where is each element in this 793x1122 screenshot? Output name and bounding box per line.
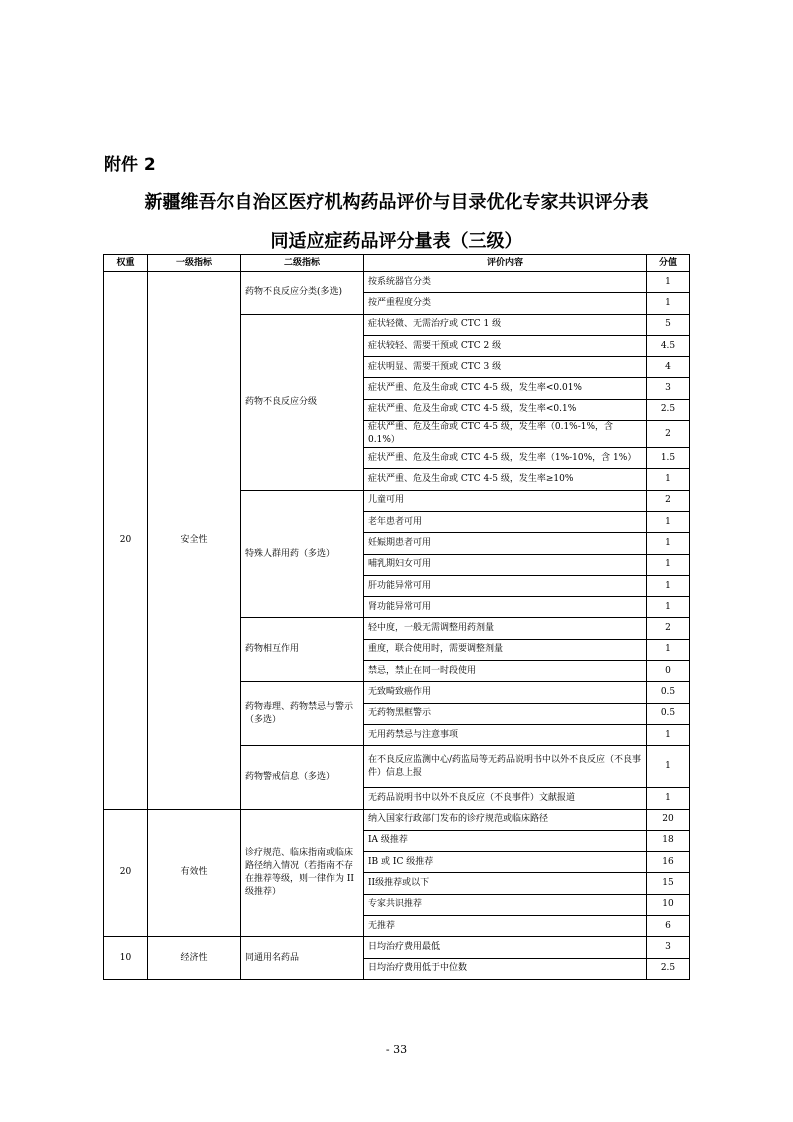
score-cell: 1 xyxy=(647,272,690,293)
level2-cell: 特殊人群用药（多选） xyxy=(241,490,364,618)
score-cell: 3 xyxy=(647,378,690,399)
content-cell: 无推荐 xyxy=(364,916,647,937)
score-cell: 5 xyxy=(647,314,690,335)
level2-cell: 同通用名药品 xyxy=(241,937,364,980)
weight-cell: 20 xyxy=(104,272,148,810)
score-cell: 1 xyxy=(647,293,690,314)
document-title: 新疆维吾尔自治区医疗机构药品评价与目录优化专家共识评分表 xyxy=(144,192,649,213)
content-cell: 无致畸致癌作用 xyxy=(364,682,647,703)
content-cell: 哺乳期妇女可用 xyxy=(364,554,647,575)
weight-cell: 10 xyxy=(104,937,148,980)
content-cell: IB 或 IC 级推荐 xyxy=(364,852,647,873)
score-cell: 18 xyxy=(647,830,690,851)
content-cell: IA 级推荐 xyxy=(364,830,647,851)
score-cell: 6 xyxy=(647,916,690,937)
document-subtitle: 同适应症药品评分量表（三级） xyxy=(270,231,523,252)
table-body xyxy=(104,272,690,980)
level1-cell: 经济性 xyxy=(148,937,241,980)
content-cell: II级推荐或以下 xyxy=(364,873,647,894)
header-weight: 权重 xyxy=(104,255,148,272)
score-cell: 0.5 xyxy=(647,682,690,703)
content-cell: 老年患者可用 xyxy=(364,511,647,532)
content-cell: 无药品说明书中以外不良反应（不良事件）文献报道 xyxy=(364,788,647,809)
score-cell: 2 xyxy=(647,618,690,639)
score-cell: 10 xyxy=(647,894,690,915)
score-cell: 1 xyxy=(647,533,690,554)
score-cell: 2.5 xyxy=(647,399,690,420)
score-cell: 1.5 xyxy=(647,448,690,469)
content-cell: 纳入国家行政部门发布的诊疗规范或临床路径 xyxy=(364,809,647,830)
level2-cell: 诊疗规范、临床指南或临床路径纳入情况（若指南不存在推荐等级，则一律作为 II 级推荐） xyxy=(241,809,364,937)
content-cell: 按系统器官分类 xyxy=(364,272,647,293)
header-level2: 二级指标 xyxy=(241,255,364,272)
header-score: 分值 xyxy=(647,255,690,272)
content-cell: 肾功能异常可用 xyxy=(364,597,647,618)
score-cell: 2 xyxy=(647,490,690,511)
score-cell: 3 xyxy=(647,937,690,958)
level1-cell: 安全性 xyxy=(148,272,241,810)
table-row xyxy=(104,809,690,830)
score-table xyxy=(103,254,690,980)
attachment-label: 附件 2 xyxy=(104,155,156,175)
score-cell: 15 xyxy=(647,873,690,894)
score-cell: 1 xyxy=(647,575,690,596)
content-cell: 妊娠期患者可用 xyxy=(364,533,647,554)
table-header-row xyxy=(104,255,690,272)
content-cell: 症状严重、危及生命或 CTC 4-5 级，发生率（1%-10%，含 1%） xyxy=(364,448,647,469)
content-cell: 症状明显、需要干预或 CTC 3 级 xyxy=(364,357,647,378)
level2-cell: 药物警戒信息（多选） xyxy=(241,746,364,809)
content-cell: 禁忌，禁止在同一时段使用 xyxy=(364,661,647,682)
score-cell: 4.5 xyxy=(647,335,690,356)
score-cell: 1 xyxy=(647,724,690,745)
score-cell: 20 xyxy=(647,809,690,830)
content-cell: 日均治疗费用最低 xyxy=(364,937,647,958)
content-cell: 症状严重、危及生命或 CTC 4-5 级，发生率<0.1% xyxy=(364,399,647,420)
score-cell: 1 xyxy=(647,554,690,575)
content-cell: 日均治疗费用低于中位数 xyxy=(364,958,647,979)
content-cell: 无药物黑框警示 xyxy=(364,703,647,724)
table-row xyxy=(104,272,690,293)
score-cell: 1 xyxy=(647,639,690,660)
content-cell: 肝功能异常可用 xyxy=(364,575,647,596)
content-cell: 症状轻微、无需治疗或 CTC 1 级 xyxy=(364,314,647,335)
level2-cell: 药物毒理、药物禁忌与警示（多选） xyxy=(241,682,364,746)
page-number: - 33 xyxy=(385,1043,408,1056)
content-cell: 无用药禁忌与注意事项 xyxy=(364,724,647,745)
content-cell: 症状严重、危及生命或 CTC 4-5 级，发生率≥10% xyxy=(364,469,647,490)
score-cell: 1 xyxy=(647,511,690,532)
content-cell: 专家共识推荐 xyxy=(364,894,647,915)
score-cell: 2.5 xyxy=(647,958,690,979)
content-cell: 重度，联合使用时，需要调整剂量 xyxy=(364,639,647,660)
score-cell: 0.5 xyxy=(647,703,690,724)
header-level1: 一级指标 xyxy=(148,255,241,272)
content-cell: 儿童可用 xyxy=(364,490,647,511)
level2-cell: 药物不良反应分类(多选) xyxy=(241,272,364,315)
content-cell: 在不良反应监测中心/药监局等无药品说明书中以外不良反应（不良事件）信息上报 xyxy=(364,746,647,788)
content-cell: 症状严重、危及生命或 CTC 4-5 级，发生率（0.1%-1%，含 0.1%） xyxy=(364,421,647,448)
weight-cell: 20 xyxy=(104,809,148,937)
content-cell: 轻中度，一般无需调整用药剂量 xyxy=(364,618,647,639)
level1-cell: 有效性 xyxy=(148,809,241,937)
score-cell: 1 xyxy=(647,746,690,788)
score-cell: 2 xyxy=(647,421,690,448)
header-content: 评价内容 xyxy=(364,255,647,272)
score-cell: 1 xyxy=(647,469,690,490)
level2-cell: 药物不良反应分级 xyxy=(241,314,364,490)
score-cell: 0 xyxy=(647,661,690,682)
content-cell: 症状较轻、需要干预或 CTC 2 级 xyxy=(364,335,647,356)
table-row xyxy=(104,937,690,958)
score-cell: 4 xyxy=(647,357,690,378)
content-cell: 症状严重、危及生命或 CTC 4-5 级，发生率<0.01% xyxy=(364,378,647,399)
level2-cell: 药物相互作用 xyxy=(241,618,364,682)
score-cell: 1 xyxy=(647,597,690,618)
score-cell: 16 xyxy=(647,852,690,873)
score-cell: 1 xyxy=(647,788,690,809)
content-cell: 按严重程度分类 xyxy=(364,293,647,314)
